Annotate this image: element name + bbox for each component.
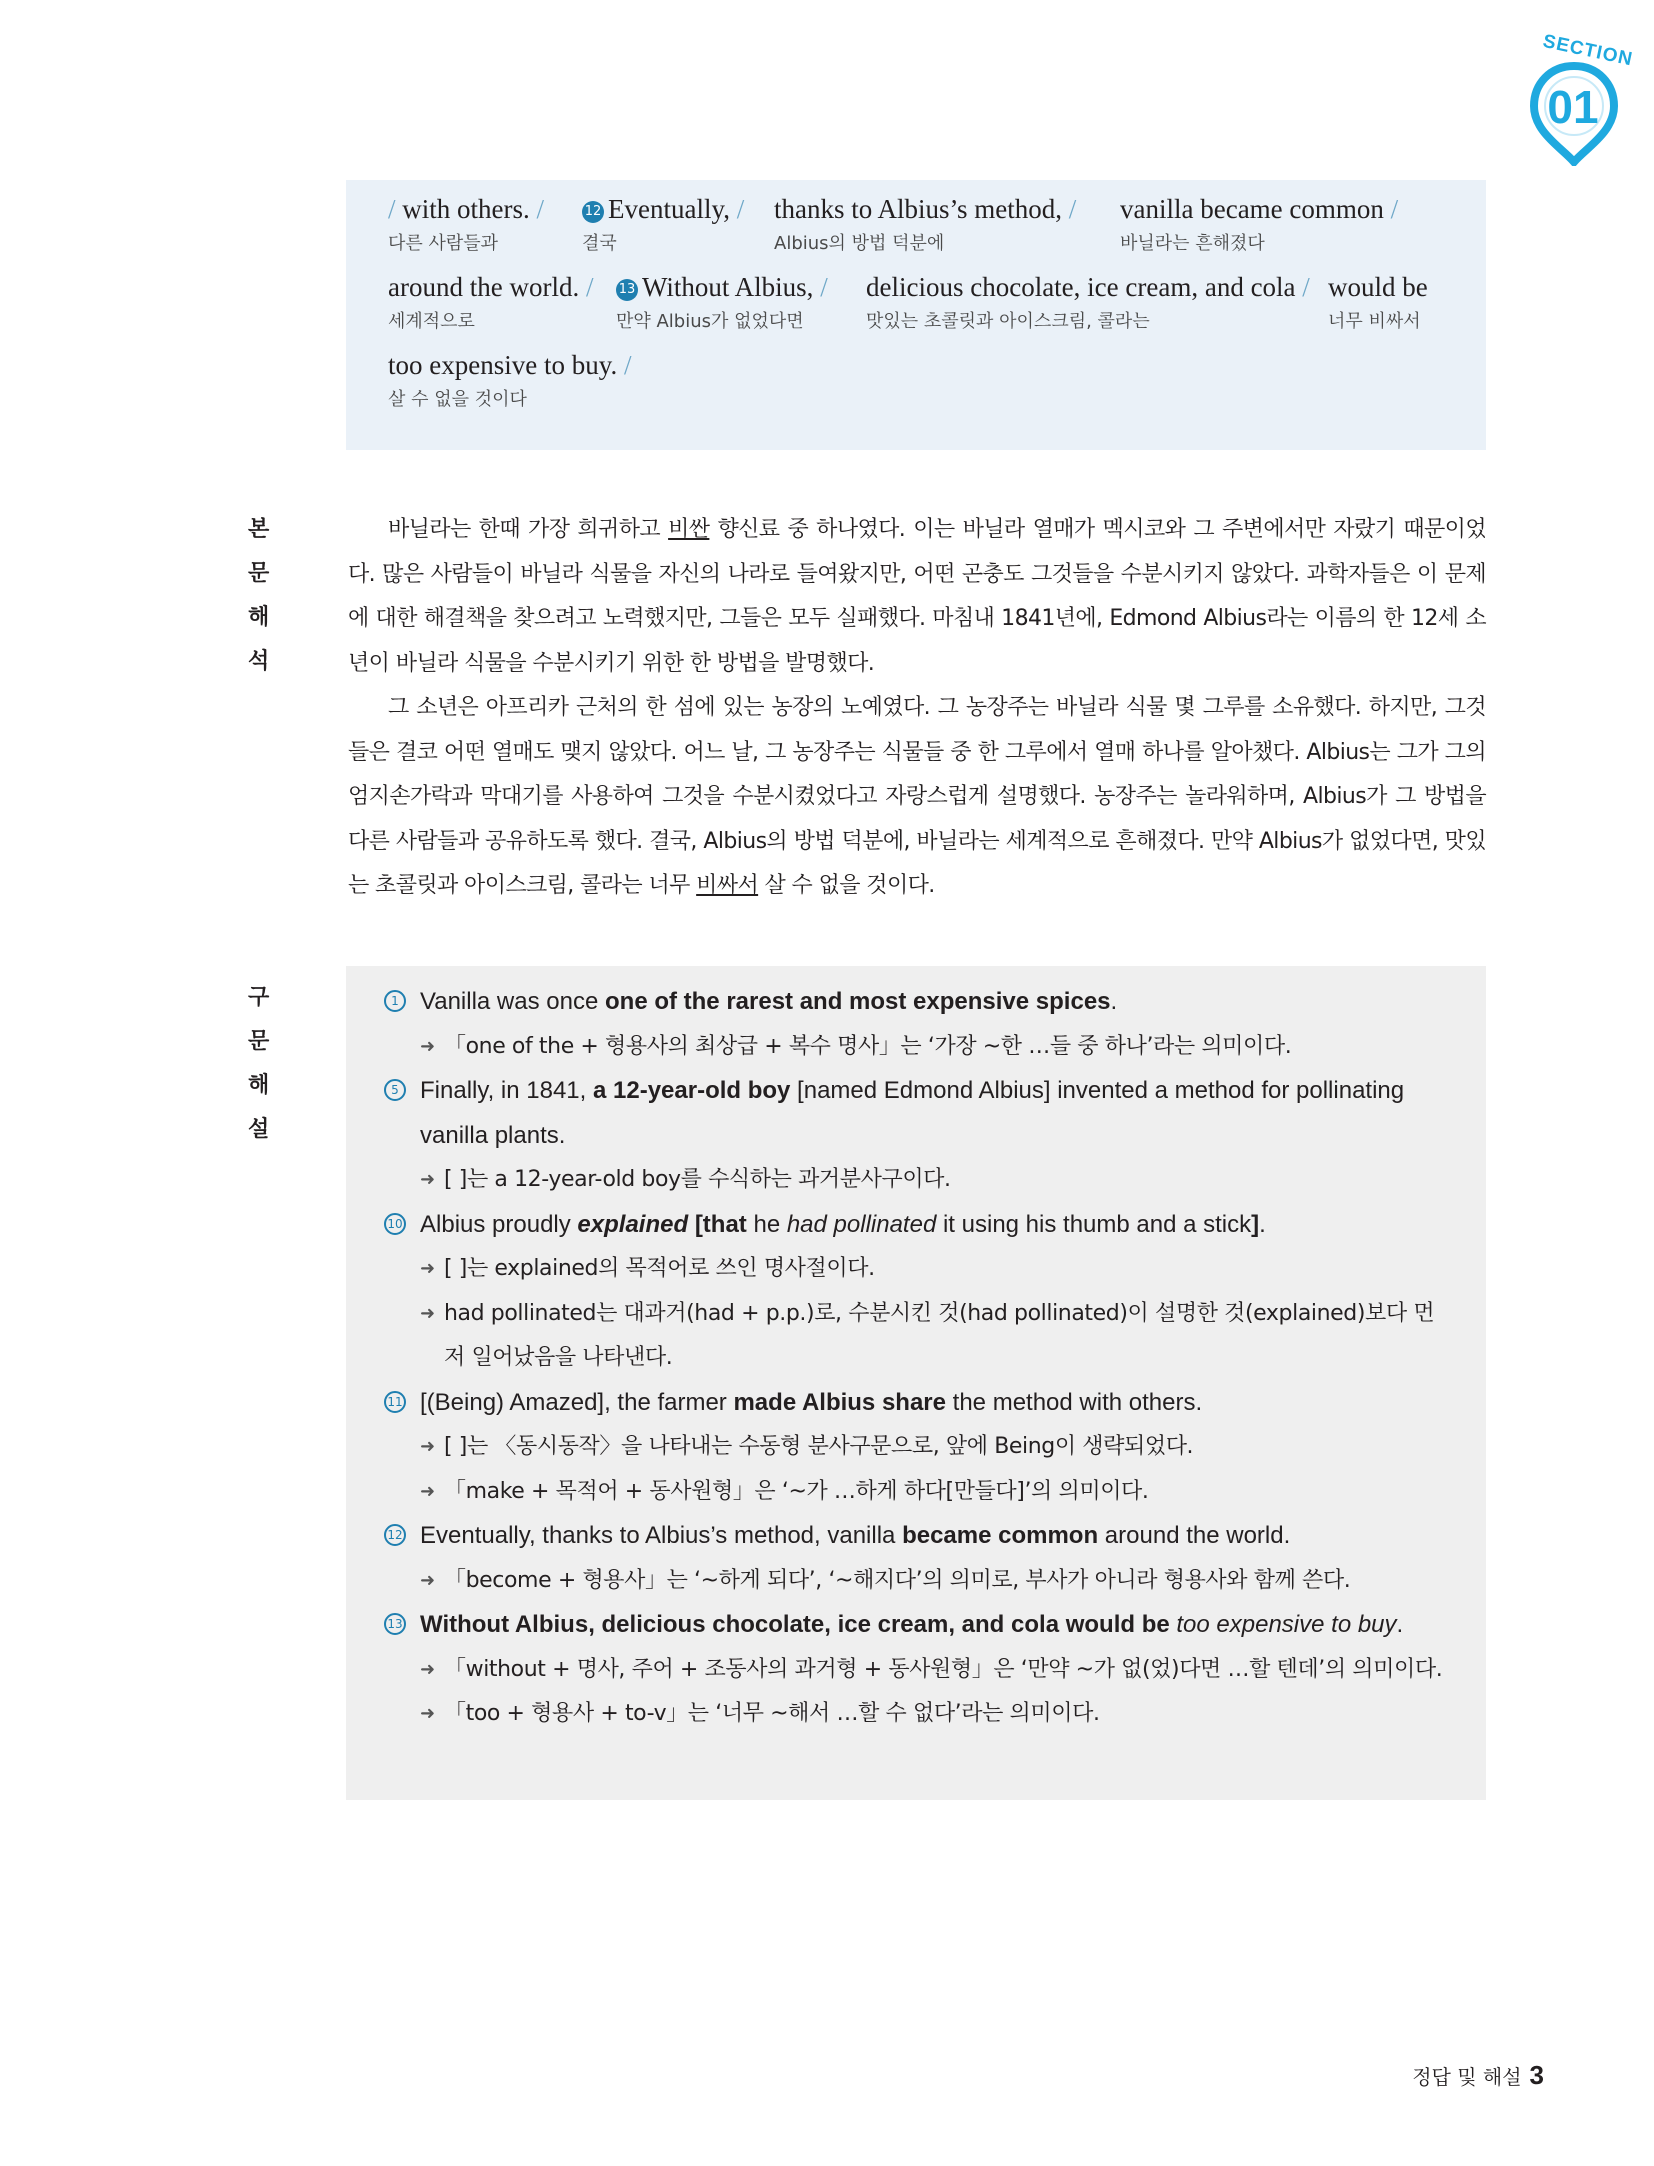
chunk-translation: 너무 비싸서 <box>1328 311 1421 332</box>
page-footer <box>1412 2060 1544 2091</box>
arrow-icon: ➜ <box>420 1703 435 1724</box>
chunk-phrase: too expensive to buy. / 살 수 없을 것이다 <box>388 350 632 410</box>
chunk-line <box>388 350 1486 428</box>
grammar-sentence: 12 Eventually, thanks to Albius’s method, vanilla became common around the world. <box>384 1514 1446 1559</box>
chunk-translation: 맛있는 초콜릿과 아이스크림, 콜라는 <box>866 311 1150 332</box>
translation-section <box>348 508 1486 909</box>
grammar-sentence: 5 Finally, in 1841, a 12-year-old boy [named Edmond Albius] invented a method for pollinating vanilla plants. <box>384 1069 1446 1158</box>
chunk-translation: 다른 사람들과 <box>388 233 499 254</box>
chunk-translation: 결국 <box>582 233 617 254</box>
grammar-note: ➜ 「too + 형용사 + to-v」는 ‘너무 ~해서 …할 수 없다’라는 의미이다. <box>384 1692 1446 1737</box>
chunk-phrase: delicious chocolate, ice cream, and cola / 맛있는 초콜릿과 아이스크림, 콜라는 <box>866 272 1310 332</box>
grammar-sentence: 13 Without Albius, delicious chocolate, ice cream, and cola would be too expensive to buy. <box>384 1603 1446 1648</box>
grammar-sentence: 11 [(Being) Amazed], the farmer made Albius share the method with others. <box>384 1381 1446 1426</box>
sentence-number-badge: 11 <box>384 1391 406 1413</box>
chunk-translation: Albius의 방법 덕분에 <box>774 233 945 254</box>
arrow-icon: ➜ <box>420 1436 435 1457</box>
footer-title: 정답 및 해설 <box>1412 2065 1522 2089</box>
chunk-translation: 살 수 없을 것이다 <box>388 389 527 410</box>
chunk-phrase: would be 너무 비싸서 <box>1328 272 1428 332</box>
arrow-icon: ➜ <box>420 1302 435 1324</box>
arrow-icon: ➜ <box>420 1480 435 1502</box>
translation-paragraph: 그 소년은 아프리카 근처의 한 섬에 있는 농장의 노예였다. 그 농장주는 바닐라 식물 몇 그루를 소유했다. 하지만, 그것들은 결코 어떤 열매도 맺지 않았다. 어느 날, 그 농장주는 식물들 중 한 그루에서 열매 하나를 알아챘다. Albius는 그가 그의 엄지손가락과 막대기를 사용하여 그것을 수분시켰었다고 자랑스럽게 설명했다. 농장주는 놀라워하며, Albius가 그 방법을 다른 사람들과 공유하도록 했다. 결국, Albius의 방법 덕분에, 바닐라는 세계적으로 흔해졌다. 만약 Albius가 없었다면, 맛있는 초콜릿과 아이스크림, 콜라는 너무 비싸서 살 수 없을 것이다. <box>348 695 1486 898</box>
chunk-reading-box <box>346 180 1486 450</box>
translation-label: 본 문 해 석 <box>248 517 290 674</box>
grammar-label: 구 문 해 설 <box>248 985 290 1142</box>
arrow-icon: ➜ <box>420 1035 435 1057</box>
chunk-phrase: 12 Eventually, / 결국 <box>582 194 745 254</box>
grammar-note: ➜ 「one of the + 형용사의 최상급 + 복수 명사」는 ‘가장 ~한 …들 중 하나’라는 의미이다. <box>384 1025 1446 1070</box>
grammar-note: ➜ 「become + 형용사」는 ‘~하게 되다’, ‘~해지다’의 의미로, 부사가 아니라 형용사와 함께 쓴다. <box>384 1559 1446 1604</box>
grammar-explanation-box <box>346 966 1486 1800</box>
arrow-icon: ➜ <box>420 1258 435 1279</box>
arrow-icon: ➜ <box>420 1658 435 1680</box>
sentence-number-badge: 10 <box>384 1213 406 1235</box>
sentence-number-badge: 12 <box>582 201 604 223</box>
chunk-translation: 바닐라는 흔해졌다 <box>1120 233 1265 254</box>
chunk-line <box>388 272 1486 350</box>
section-badge <box>1520 30 1635 166</box>
page-number: 3 <box>1529 2060 1544 2090</box>
chunk-phrase: vanilla became common / 바닐라는 흔해졌다 <box>1120 194 1399 254</box>
grammar-note: ➜ [ ]는 a 12-year-old boy를 수식하는 과거분사구이다. <box>384 1158 1446 1203</box>
grammar-note: ➜ [ ]는 explained의 목적어로 쓰인 명사절이다. <box>384 1247 1446 1292</box>
chunk-phrase: / with others. / 다른 사람들과 <box>388 194 545 254</box>
grammar-note: ➜ 「without + 명사, 주어 + 조동사의 과거형 + 동사원형」은 ‘만약 ~가 없(었)다면 …할 텐데’의 의미이다. <box>384 1648 1446 1693</box>
translation-paragraph: 바닐라는 한때 가장 희귀하고 비싼 향신료 중 하나였다. 이는 바닐라 열매가 멕시코와 그 주변에서만 자랐기 때문이었다. 많은 사람들이 바닐라 식물을 자신의 나라로 들여왔지만, 어떤 곤충도 그것들을 수분시키지 않았다. 과학자들은 이 문제에 대한 해결책을 찾으려고 노력했지만, 그들은 모두 실패했다. 마침내 1841년에, Edmond Albius라는 이름의 한 12세 소년이 바닐라 식물을 수분시키기 위한 한 방법을 발명했다. <box>348 517 1486 676</box>
sentence-number-badge: 13 <box>384 1613 406 1635</box>
arrow-icon: ➜ <box>420 1569 435 1591</box>
sentence-number-badge: 12 <box>384 1524 406 1546</box>
chunk-translation: 만약 Albius가 없었다면 <box>616 311 804 332</box>
chunk-line <box>388 194 1486 272</box>
chunk-phrase: around the world. / 세계적으로 <box>388 272 594 332</box>
chunk-phrase: thanks to Albius’s method, / Albius의 방법 덕분에 <box>774 194 1077 254</box>
grammar-sentence: 1 Vanilla was once one of the rarest and most expensive spices. <box>384 980 1446 1025</box>
sentence-number-badge: 1 <box>384 990 406 1012</box>
chunk-phrase: 13 Without Albius, / 만약 Albius가 없었다면 <box>616 272 828 332</box>
section-label: SECTION <box>1540 30 1635 71</box>
grammar-note: ➜ [ ]는 〈동시동작〉을 나타내는 수동형 분사구문으로, 앞에 Being이 생략되었다. <box>384 1425 1446 1470</box>
grammar-sentence: 10 Albius proudly explained [that he had pollinated it using his thumb and a stick]. <box>384 1203 1446 1248</box>
grammar-note: ➜ 「make + 목적어 + 동사원형」은 ‘~가 …하게 하다[만들다]’의 의미이다. <box>384 1470 1446 1515</box>
arrow-icon: ➜ <box>420 1169 435 1190</box>
chunk-translation: 세계적으로 <box>388 311 475 332</box>
sentence-number-badge: 5 <box>384 1079 406 1101</box>
section-number: 01 <box>1547 81 1599 133</box>
sentence-number-badge: 13 <box>616 279 638 301</box>
grammar-note: ➜ had pollinated는 대과거(had + p.p.)로, 수분시킨 것(had pollinated)이 설명한 것(explained)보다 먼저 일어났음을 나타낸다. <box>384 1292 1446 1381</box>
